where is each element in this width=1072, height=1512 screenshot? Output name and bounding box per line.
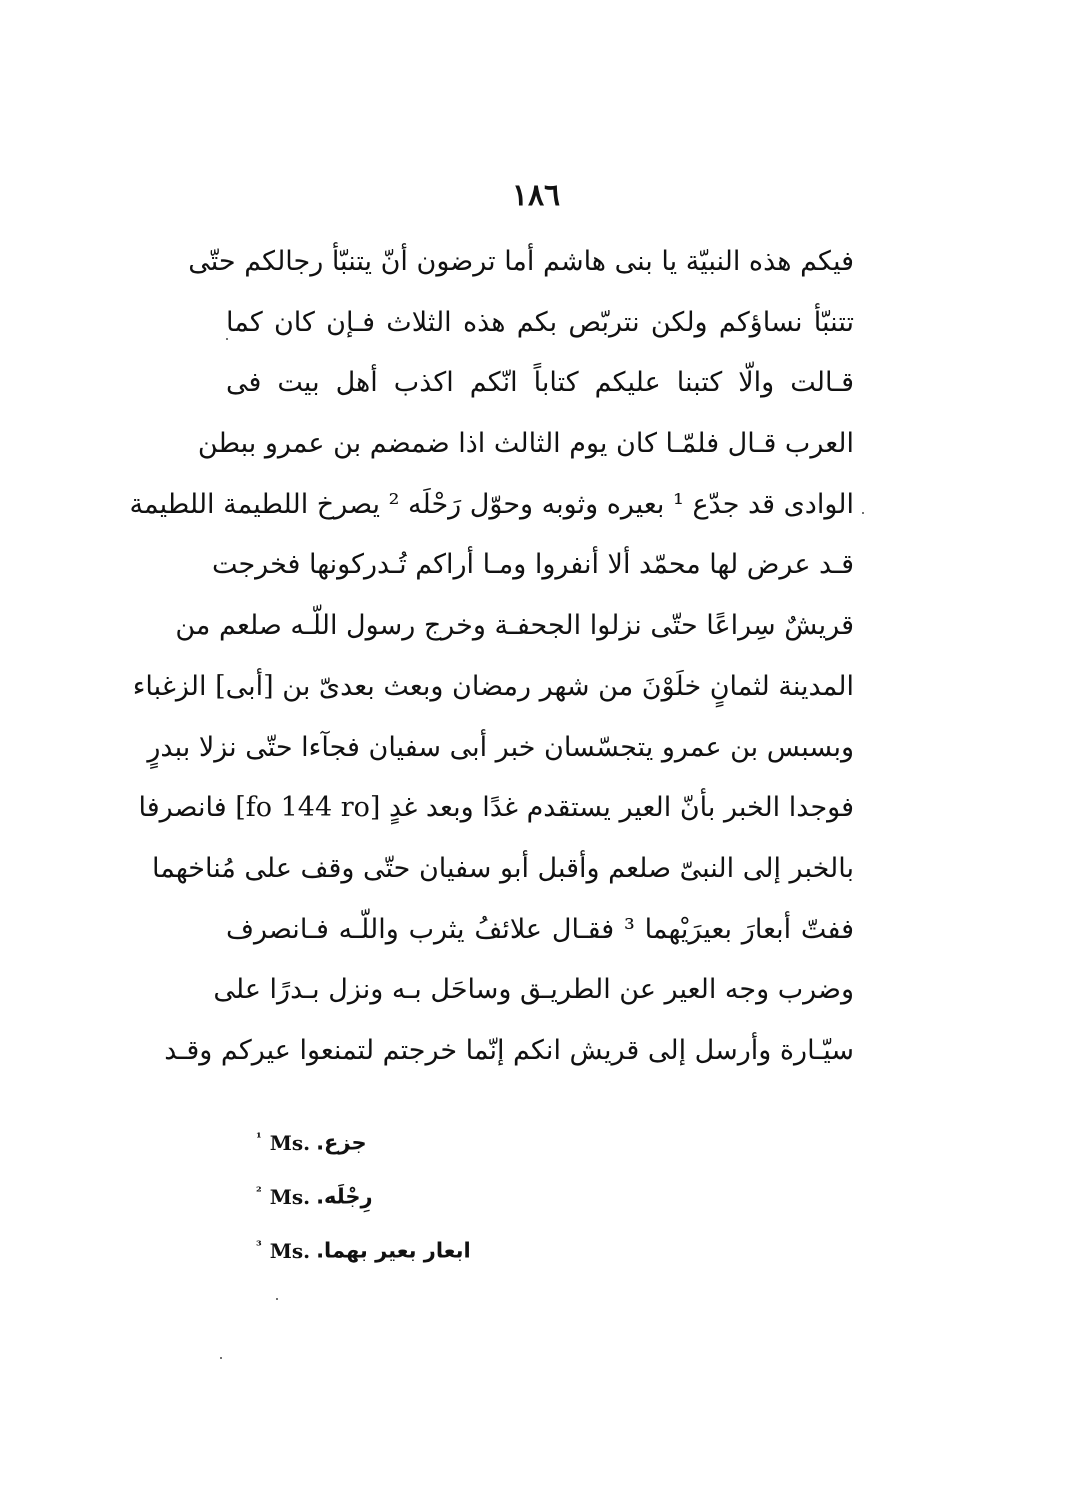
text-line: العرب قـال فلمّـا كان يوم الثالث اذا ضمضم بن عمرو ببطن <box>197 428 854 460</box>
scan-speck <box>226 338 228 340</box>
text-line: سيّـارة وأرسل إلى قريش انكم إنّما خرجتم لتمنعوا عيركم وقـد <box>164 1034 854 1066</box>
footnote-marker: ² <box>256 1185 262 1200</box>
footnote-1 <box>256 1124 556 1178</box>
footnote-ms-label: Ms. <box>269 1184 311 1209</box>
footnote-ms-label: Ms. <box>269 1238 311 1263</box>
footnotes <box>256 1124 556 1286</box>
text-line: بالخبر إلى النبىّ صلعم وأقبل أبو سفيان حتّى وقف على مُناخهما <box>152 852 854 884</box>
scan-speck <box>276 1298 278 1300</box>
text-line: وضرب وجه العير عن الطريـق وساحَل بـه ونزل بـدرًا على <box>213 974 854 1006</box>
page-number: ١٨٦ <box>511 178 561 213</box>
footnote-2 <box>256 1178 556 1232</box>
footnote-reading: جزع. <box>316 1130 367 1155</box>
footnote-3 <box>256 1232 556 1286</box>
text-line: فوجدا الخبر بأنّ العير يستقدم غدًا وبعد غدٍ [fo 144 ro] فانصرفا <box>138 792 854 824</box>
footnote-marker: ¹ <box>256 1131 262 1146</box>
footnote-reading: رِجْلَه. <box>316 1184 373 1209</box>
text-line: قريشٌ سِراعًا حتّى نزلوا الجحفـة وخرج رسول اللّـه صلعم من <box>175 610 854 642</box>
scan-speck <box>862 512 864 514</box>
footnote-reading: ابعار بعير بهما. <box>316 1238 471 1263</box>
footnote-ms-label: Ms. <box>269 1130 311 1155</box>
text-line: المدينة لثمانٍ خلَوْنَ من شهر رمضان وبعث بعدىّ بن [أبى] الزغباء <box>132 670 854 702</box>
text-line: قـد عرض لها محمّد ألا أنفروا ومـا أراكم تُـدركونها فخرجت <box>211 549 854 581</box>
text-line: الوادى قد جدّع ¹ بعيره وثوبه وحوّل رَحْلَه ² يصرخ اللطيمة اللطيمة <box>129 488 854 520</box>
footnote-marker: ³ <box>256 1239 262 1254</box>
body-text <box>129 232 855 1082</box>
text-line: ففتّ أبعارَ بعيرَيْهما ³ فقـال علائفُ يثرب واللّـه فـانصرف <box>226 913 855 945</box>
text-line: فيكم هذه النبيّة يا بنى هاشم أما ترضون أنّ يتنبّأ رجالكم حتّى <box>188 246 854 277</box>
text-line: قـالت والّا كتبنا عليكم كتاباً انّكم اكذب أهل بيت فى <box>226 367 854 399</box>
scan-speck <box>220 1357 222 1359</box>
text-line: تتنبّأ نساؤكم ولكن نتربّص بكم هذه الثلاث فـإن كان كما <box>226 306 854 338</box>
text-line: وبسبس بن عمرو يتجسّسان خبر أبى سفيان فجآءا حتّى نزلا ببدرٍ <box>147 731 854 763</box>
